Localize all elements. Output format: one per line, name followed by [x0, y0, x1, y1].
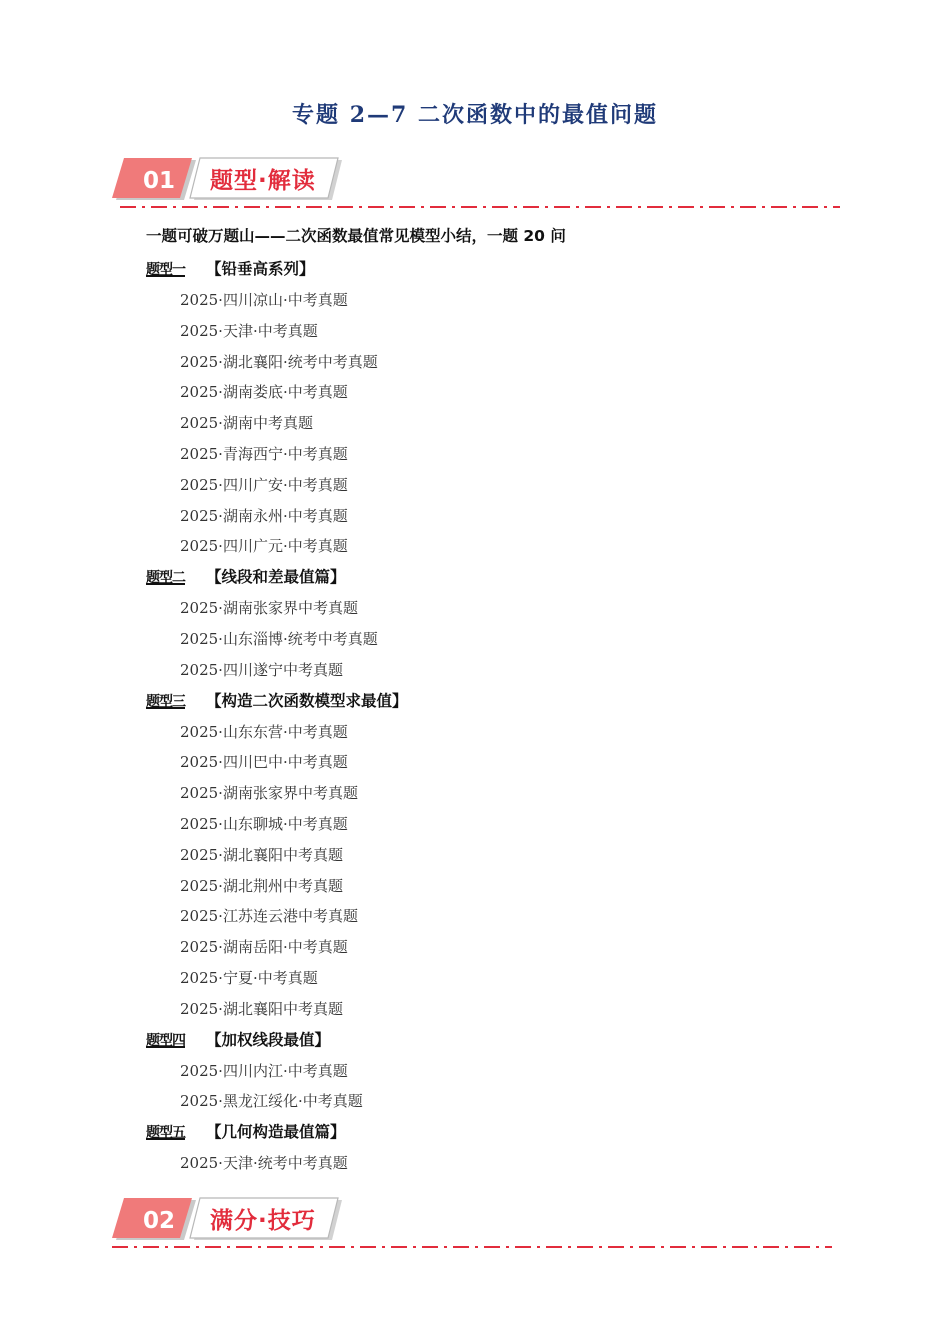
section-label: 满分·技巧 [210, 1208, 316, 1234]
question-item[interactable]: 2025·湖南张家界中考真题 [180, 784, 358, 803]
type-heading [146, 686, 846, 717]
question-item[interactable]: 2025·四川广安·中考真题 [180, 475, 348, 494]
section-label: 题型·解读 [210, 168, 316, 194]
type-name: 【几何构造最值篇】 [206, 1123, 346, 1142]
question-item[interactable]: 2025·湖北荆州中考真题 [180, 876, 343, 895]
question-item[interactable]: 2025·湖南张家界中考真题 [180, 599, 358, 618]
dashed-divider [112, 204, 840, 210]
type-name: 【构造二次函数模型求最值】 [206, 691, 408, 710]
question-item[interactable]: 2025·山东淄博·统考中考真题 [180, 629, 378, 648]
type-group-1 [146, 254, 846, 562]
question-item[interactable]: 2025·四川广元·中考真题 [180, 537, 348, 556]
type-tag: 题型二 [146, 570, 185, 587]
question-item[interactable]: 2025·四川凉山·中考真题 [180, 291, 348, 309]
type-name: 【铅垂高系列】 [206, 260, 315, 278]
question-item[interactable]: 2025·湖北襄阳·统考中考真题 [180, 352, 378, 371]
intro-text: 一题可破万题山——二次函数最值常见模型小结，一题 20 问 [146, 227, 566, 245]
type-tag: 题型五 [146, 1125, 185, 1142]
question-list [146, 285, 846, 562]
type-group-4 [146, 1025, 846, 1118]
question-item[interactable]: 2025·湖南中考真题 [180, 414, 313, 433]
question-item[interactable]: 2025·四川巴中·中考真题 [180, 753, 348, 772]
type-group-2 [146, 562, 846, 685]
section-banner-01 [112, 158, 840, 220]
question-item[interactable]: 2025·湖南岳阳·中考真题 [180, 938, 348, 957]
question-item[interactable]: 2025·青海西宁·中考真题 [180, 444, 348, 463]
question-list [146, 717, 846, 1025]
page-title: 专题 2—7 二次函数中的最值问题 [292, 102, 658, 128]
type-tag: 题型三 [146, 693, 185, 710]
dashed-divider [112, 1244, 840, 1250]
question-item[interactable]: 2025·黑龙江绥化·中考真题 [180, 1092, 363, 1111]
section-number: 02 [142, 1208, 175, 1234]
question-item[interactable]: 2025·湖南永州·中考真题 [180, 506, 348, 525]
contents-list [146, 222, 846, 1179]
type-tag: 题型一 [146, 262, 185, 278]
type-group-3 [146, 686, 846, 1025]
question-list [146, 1056, 846, 1118]
question-item[interactable]: 2025·湖北襄阳中考真题 [180, 845, 343, 864]
question-item[interactable]: 2025·宁夏·中考真题 [180, 968, 318, 987]
question-list [146, 1148, 846, 1179]
question-item[interactable]: 2025·湖南娄底·中考真题 [180, 383, 348, 402]
question-item[interactable]: 2025·湖北襄阳中考真题 [180, 999, 343, 1018]
type-heading [146, 1025, 846, 1056]
type-name: 【加权线段最值】 [206, 1030, 331, 1049]
type-heading [146, 1117, 846, 1148]
question-item[interactable]: 2025·天津·中考真题 [180, 321, 318, 340]
type-name: 【线段和差最值篇】 [206, 568, 346, 587]
type-tag: 题型四 [146, 1032, 185, 1049]
question-item[interactable]: 2025·山东东营·中考真题 [180, 722, 348, 741]
question-item[interactable]: 2025·四川内江·中考真题 [180, 1061, 348, 1080]
question-item[interactable]: 2025·四川遂宁中考真题 [180, 660, 343, 679]
question-item[interactable]: 2025·江苏连云港中考真题 [180, 907, 358, 926]
question-list [146, 593, 846, 685]
type-group-5 [146, 1117, 846, 1179]
section-banner-02 [112, 1198, 840, 1260]
type-heading [146, 254, 846, 285]
question-item[interactable]: 2025·山东聊城·中考真题 [180, 814, 348, 833]
section-number: 01 [142, 168, 175, 194]
type-heading [146, 562, 846, 593]
question-item[interactable]: 2025·天津·统考中考真题 [180, 1154, 348, 1173]
